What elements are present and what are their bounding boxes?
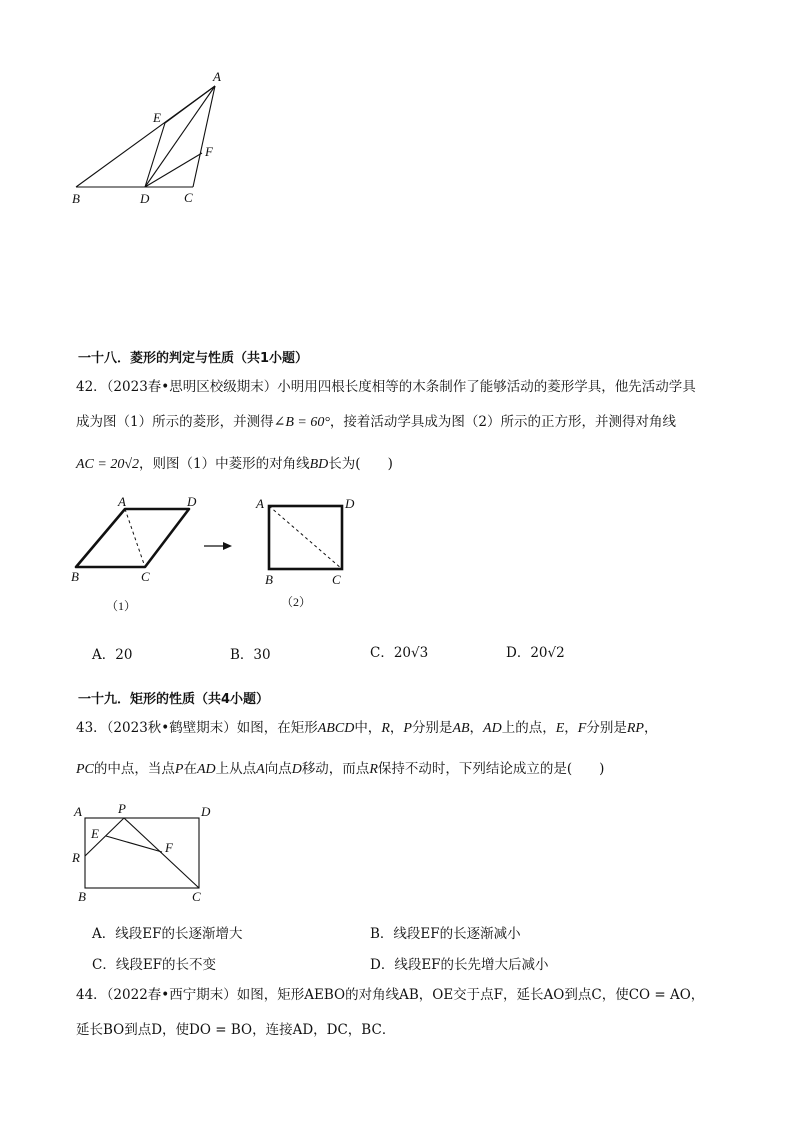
q43-option-c[interactable]: C．线段EF的长不变 bbox=[92, 957, 217, 973]
q42-option-d[interactable]: D．20√2 bbox=[506, 645, 565, 661]
q43-option-a[interactable]: A．线段EF的长逐渐增大 bbox=[92, 926, 243, 942]
q43-m14: R bbox=[369, 762, 378, 777]
r-label-B: B bbox=[71, 569, 79, 584]
section-18-title: 一十八．菱形的判定与性质（共1小题） bbox=[78, 351, 309, 366]
q43-t9: ， bbox=[643, 720, 658, 736]
q42-l3a: ，则图（1）中菱形的对角线 bbox=[139, 456, 310, 472]
q43-t15: 保持不动时，下列结论成立的是( ) bbox=[377, 761, 605, 777]
q43-line1 bbox=[76, 716, 657, 737]
rect-label-C: C bbox=[192, 889, 201, 904]
label-D: D bbox=[140, 191, 150, 206]
q43-m1: ABCD bbox=[317, 721, 355, 736]
q42-option-a[interactable]: A．20 bbox=[92, 647, 133, 663]
q44-line1: 44．（2022春•西宁期末）如图，矩形AEBO的对角线AB，OE交于点F，延长AO到点C，使CO = AO， bbox=[76, 987, 705, 1003]
label-F: F bbox=[205, 144, 213, 159]
q43-m5: AD bbox=[483, 721, 502, 736]
q43-line2 bbox=[76, 757, 604, 778]
q43-t1: 43．（2023秋•鹤壁期末）如图，在矩形 bbox=[76, 720, 318, 736]
q43-m11: AD bbox=[196, 762, 216, 777]
r-label-D: D bbox=[187, 494, 197, 509]
label-C: C bbox=[184, 190, 193, 205]
q43-m10: P bbox=[174, 762, 184, 777]
s-label-C: C bbox=[332, 572, 341, 587]
q42-l3b: 长为( ) bbox=[328, 456, 393, 472]
q43-option-b[interactable]: B．线段EF的长逐渐减小 bbox=[370, 926, 521, 942]
q43-option-d[interactable]: D．线段EF的长先增大后减小 bbox=[370, 957, 549, 973]
s-label-B: B bbox=[265, 572, 273, 587]
q43-m6: E bbox=[555, 721, 565, 736]
q42-option-c[interactable]: C．20√3 bbox=[370, 645, 429, 661]
q43-m8: RP bbox=[626, 721, 644, 736]
ac-value: AC = 20√2 bbox=[76, 457, 140, 472]
label-A: A bbox=[213, 69, 221, 84]
rect-label-A: A bbox=[74, 804, 82, 819]
rect-label-D: D bbox=[201, 804, 211, 819]
q43-t11: 在 bbox=[183, 761, 197, 777]
q43-t14: 移动，而点 bbox=[301, 761, 370, 777]
q43-t3: ， bbox=[389, 720, 404, 736]
q44-line2: 延长BO到点D，使DO = BO，连接AD，DC，BC． bbox=[76, 1022, 396, 1038]
q42-l2a: 成为图（1）所示的菱形，并测得 bbox=[76, 414, 274, 430]
q42-line1: 42．（2023春•思明区校级期末）小明用四根长度相等的木条制作了能够活动的菱形学具，他先活动学具 bbox=[76, 379, 696, 395]
rect-label-F: F bbox=[165, 840, 173, 855]
q43-m9: PC bbox=[76, 762, 94, 777]
caption-2: （2） bbox=[281, 595, 312, 609]
label-E: E bbox=[153, 110, 161, 125]
q42-line3 bbox=[76, 452, 393, 473]
rect-label-P: P bbox=[118, 801, 126, 816]
q42-option-b[interactable]: B．30 bbox=[230, 647, 271, 663]
q43-m2: R bbox=[381, 721, 390, 736]
q43-t7: ， bbox=[564, 720, 578, 736]
q43-t8: 分别是 bbox=[586, 720, 627, 736]
q43-m4: AB bbox=[452, 721, 470, 736]
q43-t10: 的中点，当点 bbox=[93, 761, 175, 777]
r-label-C: C bbox=[141, 569, 150, 584]
top-triangle-figure bbox=[60, 60, 240, 220]
arrow-right-icon bbox=[223, 542, 232, 550]
q43-t6: 上的点， bbox=[501, 720, 556, 736]
q43-t5: ， bbox=[469, 720, 484, 736]
section-19-title: 一十九．矩形的性质（共4小题） bbox=[78, 692, 270, 707]
r-label-A: A bbox=[118, 494, 126, 509]
s-label-A: A bbox=[256, 496, 264, 511]
q42-line2 bbox=[76, 410, 676, 431]
angle-b: ∠B = 60° bbox=[273, 415, 330, 430]
caption-1: （1） bbox=[106, 599, 137, 613]
q43-t13: 向点 bbox=[264, 761, 292, 777]
rect-label-B: B bbox=[78, 889, 86, 904]
s-label-D: D bbox=[345, 496, 355, 511]
q43-m12: A bbox=[256, 762, 265, 777]
q43-t2: 中， bbox=[354, 720, 382, 736]
rect-label-E: E bbox=[91, 826, 99, 841]
rectangle-figure bbox=[66, 800, 226, 910]
q43-m7: F bbox=[577, 721, 587, 736]
q42-l2b: ，接着活动学具成为图（2）所示的正方形，并测得对角线 bbox=[329, 414, 677, 430]
rhombus-square-figure bbox=[66, 492, 366, 620]
bd: BD bbox=[309, 457, 329, 472]
q43-m3: P bbox=[403, 721, 412, 736]
q43-m13: D bbox=[291, 762, 302, 777]
rect-label-R: R bbox=[72, 850, 80, 865]
q43-t12: 上从点 bbox=[215, 761, 257, 777]
q43-t4: 分别是 bbox=[411, 720, 453, 736]
label-B: B bbox=[72, 191, 80, 206]
